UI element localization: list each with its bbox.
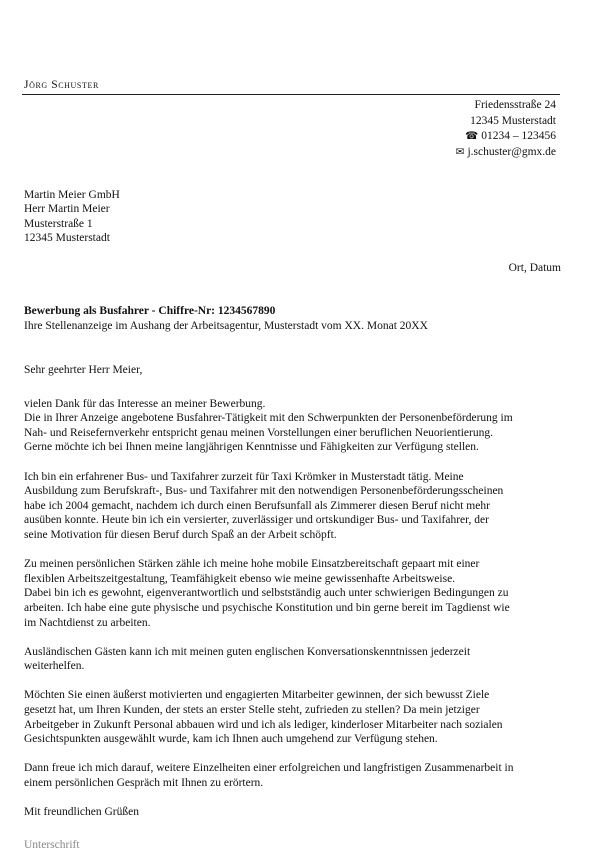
text-line: Möchten Sie einen äußerst motivierten und engagierten Mitarbeiter gewinnen, der sich bewusst Ziele (24, 689, 490, 702)
recipient-company: Martin Meier GmbH (24, 189, 120, 201)
text-line: weiterhelfen. (24, 660, 85, 673)
text-line: flexiblen Arbeitszeitgestaltung, Teamfähigkeit ebenso wie meine gewissenhafte Arbeitsweise. (24, 572, 456, 585)
text-line: Zu meinen persönlichen Stärken zähle ich meine hohe mobile Einsatzbereitschaft gepaart mit einer (24, 558, 480, 571)
body-paragraph (24, 688, 569, 746)
body-paragraph (24, 557, 569, 630)
text-line: einem persönlichen Gespräch mit Ihnen zu erörtern. (24, 777, 264, 790)
sender-phone-row (456, 129, 556, 145)
subject-title: Bewerbung als Busfahrer - Chiffre-Nr: 1234567890 (24, 305, 276, 317)
sender-street: Friedensstraße 24 (474, 99, 556, 111)
header-rule (22, 94, 560, 95)
text-line: im Nachtdienst zu arbeiten. (24, 616, 151, 629)
closing: Mit freundlichen Grüßen (24, 806, 139, 819)
signature-placeholder: Unterschrift (24, 838, 80, 851)
text-line: arbeiten. Ich habe eine gute physische und psychische Konstitution und bin gerne bereit im Tagdienst wie (24, 601, 510, 614)
subject-reference: Ihre Stellenanzeige im Aushang der Arbeitsagentur, Musterstadt vom XX. Monat 20XX (24, 319, 428, 332)
sender-email[interactable]: j.schuster@gmx.de (467, 145, 556, 158)
text-line: Gerne möchte ich bei Ihnen meine langjährigen Kenntnisse und Fähigkeiten zur Verfügung stellen. (24, 441, 479, 454)
envelope-icon: ✉ (455, 146, 465, 158)
body-paragraph (24, 761, 569, 790)
text-line: vielen Dank für das Interesse an meiner Bewerbung. (24, 397, 266, 410)
subject-block (24, 304, 428, 333)
text-line: Ich bin ein erfahrener Bus- und Taxifahrer zurzeit für Taxi Krömker in Musterstadt tätig. Meine (24, 470, 464, 483)
date-line: Ort, Datum (508, 262, 561, 274)
text-line: Ausbildung zum Berufskraft-, Bus- und Taxifahrer mit den notwendigen Personenbeförderungsscheinen (24, 485, 504, 498)
text-line: Ausländischen Gästen kann ich mit meinen guten englischen Konversationskenntnissen jederzeit (24, 645, 471, 658)
recipient-city: 12345 Musterstadt (24, 232, 110, 245)
text-line: Dann freue ich mich darauf, weitere Einzelheiten einer erfolgreichen und langfristigen Zusammenarbeit in (24, 762, 514, 775)
salutation: Sehr geehrter Herr Meier, (24, 364, 143, 376)
letter-body (24, 363, 569, 867)
paragraphs (24, 397, 569, 791)
sender-email-row (456, 145, 556, 161)
text-line: Gesichtspunkten ausgewählt wurde, kam ich Ihnen auch umgehend zur Verfügung stehen. (24, 733, 438, 746)
recipient-address (24, 188, 120, 246)
text-line: seine Motivation für diesen Beruf durch Spaß an der Arbeit schöpft. (24, 528, 337, 541)
text-line: ausüben konnte. Heute bin ich ein versierter, zuverlässiger und ortskundiger Bus- und Taxifahrer, der (24, 514, 489, 527)
recipient-person: Herr Martin Meier (24, 203, 110, 216)
text-line: habe ich 2004 gemacht, nachdem ich durch einen Berufsunfall als Zimmerer diesen Beruf nicht mehr (24, 499, 490, 512)
phone-icon: ☎ (465, 131, 479, 143)
body-paragraph (24, 470, 569, 543)
text-line: Dabei bin ich es gewohnt, eigenverantwortlich und selbstständig auch unter schwierigen Bedingungen zu (24, 587, 509, 600)
text-line: Die in Ihrer Anzeige angebotene Busfahrer-Tätigkeit mit den Schwerpunkten der Personenbeförderung im (24, 412, 513, 425)
sender-address (456, 98, 556, 160)
body-paragraph (24, 645, 569, 674)
text-line: gesetzt hat, um Ihren Kunden, der stets an erster Stelle steht, zufrieden zu stellen? Da mein jetziger (24, 704, 480, 717)
sender-phone: 01234 – 123456 (481, 130, 556, 143)
sender-city: 12345 Musterstadt (470, 114, 556, 127)
text-line: Arbeitgeber in Zukunft Personal abbauen wird und ich als lediger, kinderloser Mitarbeiter nach sozialen (24, 718, 503, 731)
recipient-street: Musterstraße 1 (24, 217, 93, 230)
header-name: Jörg Schuster (24, 79, 99, 91)
body-paragraph (24, 397, 569, 455)
text-line: Nah- und Reisefernverkehr entspricht genau meinen Vorstellungen einer beruflichen Neuorientierung. (24, 426, 493, 439)
